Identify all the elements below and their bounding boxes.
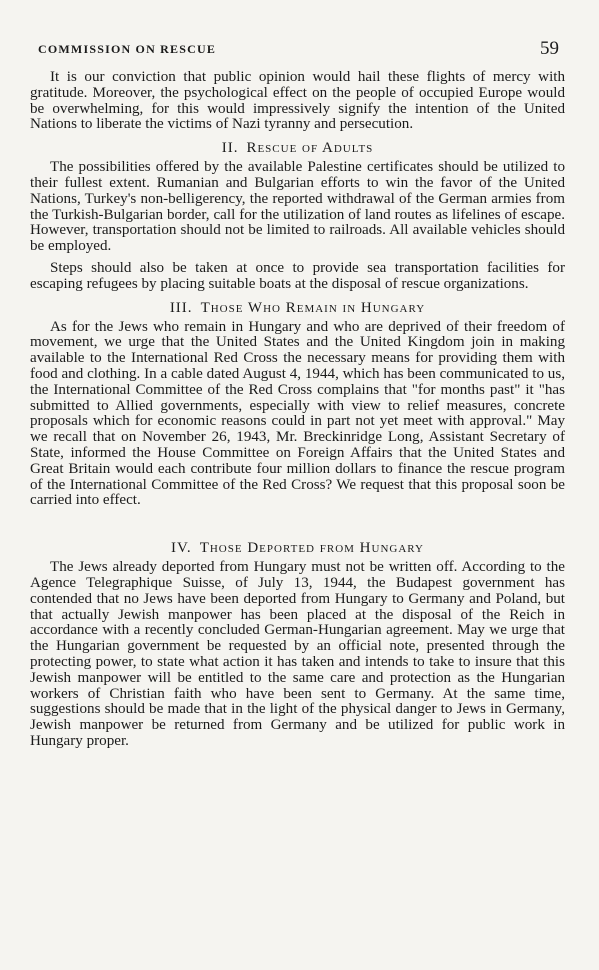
paragraph: The possibilities offered by the available Palestine certificates should be utilized to their fullest extent. Rumanian and Bulgarian efforts to win the favor of the United Nations, Turkey's non-belligerency, the reported withdrawal of the German armies from the Turkish-Bulgarian border, call for the utilization of land routes as lifelines of escape. However, transportation should not be limited to railroads. All available vehicles should be employed. [30,159,565,255]
paragraph: As for the Jews who remain in Hungary and who are deprived of their freedom of movement, we urge that the United States and the United Kingdom join in making available to the International Red Cross the necessary means for providing them with food and clothing. In a cable dated August 4, 1944, which has been communicated to us, the International Committee of the Red Cross complains that "for months past" it "has submitted to Allied governments, especially with view to relief measures, concrete proposals which for economic reasons could in part not yet meet with approval." May we recall that on November 26, 1943, Mr. Breckinridge Long, Assistant Secretary of State, informed the House Committee on Foreign Affairs that the United States and Great Britain would each contribute four million dollars to finance the rescue program of the International Committee of the Red Cross? We request that this proposal soon be carried into effect. [30,318,565,509]
section-numeral: II. [221,140,239,157]
section-numeral: III. [169,299,193,316]
section-numeral: IV. [171,540,192,557]
page-body [30,70,565,756]
section-heading-ii [30,139,565,157]
intro-paragraph: It is our conviction that public opinion would hail these flights of mercy with gratitude. Moreover, the psychological effect on the people of occupied Europe would be overwhelming, for this would impressively signify the intention of the United Nations to liberate the victims of Nazi tyranny and persecution. [30,69,565,133]
section-heading-iv [30,539,565,557]
section-title: Those Who Remain in Hungary [200,299,426,316]
section-spacer [30,515,565,537]
paragraph: The Jews already deported from Hungary must not be written off. According to the Agence Telegraphique Suisse, of July 13, 1944, the Budapest government has contended that no Jews have been deported from Hungary to Germany and Poland, but that actually Jewish manpower has been placed at the disposal of the Reich in accordance with a recently concluded German-Hungarian agreement. May we urge that the Hungarian government be requested by an official note, presented through the protecting power, to state what action it has taken and intends to take to insure that this Jewish manpower will be entitled to the same care and protection as the Hungarian workers of Christian faith who have been sent to Germany. At the same time, suggestions should be made that in the light of the physical danger to Jews in Germany, Jewish manpower be returned from Germany and be utilized for public work in Hungary proper. [30,559,565,749]
running-head: COMMISSION ON RESCUE [38,42,217,56]
page-number: 59 [540,38,559,59]
paragraph: Steps should also be taken at once to provide sea transportation facilities for escaping refugees by placing suitable boats at the disposal of rescue organizations. [30,259,565,292]
page-header [38,38,559,60]
section-title: Those Deported from Hungary [199,540,424,557]
section-heading-iii [30,299,565,317]
section-title: Rescue of Adults [246,140,374,157]
